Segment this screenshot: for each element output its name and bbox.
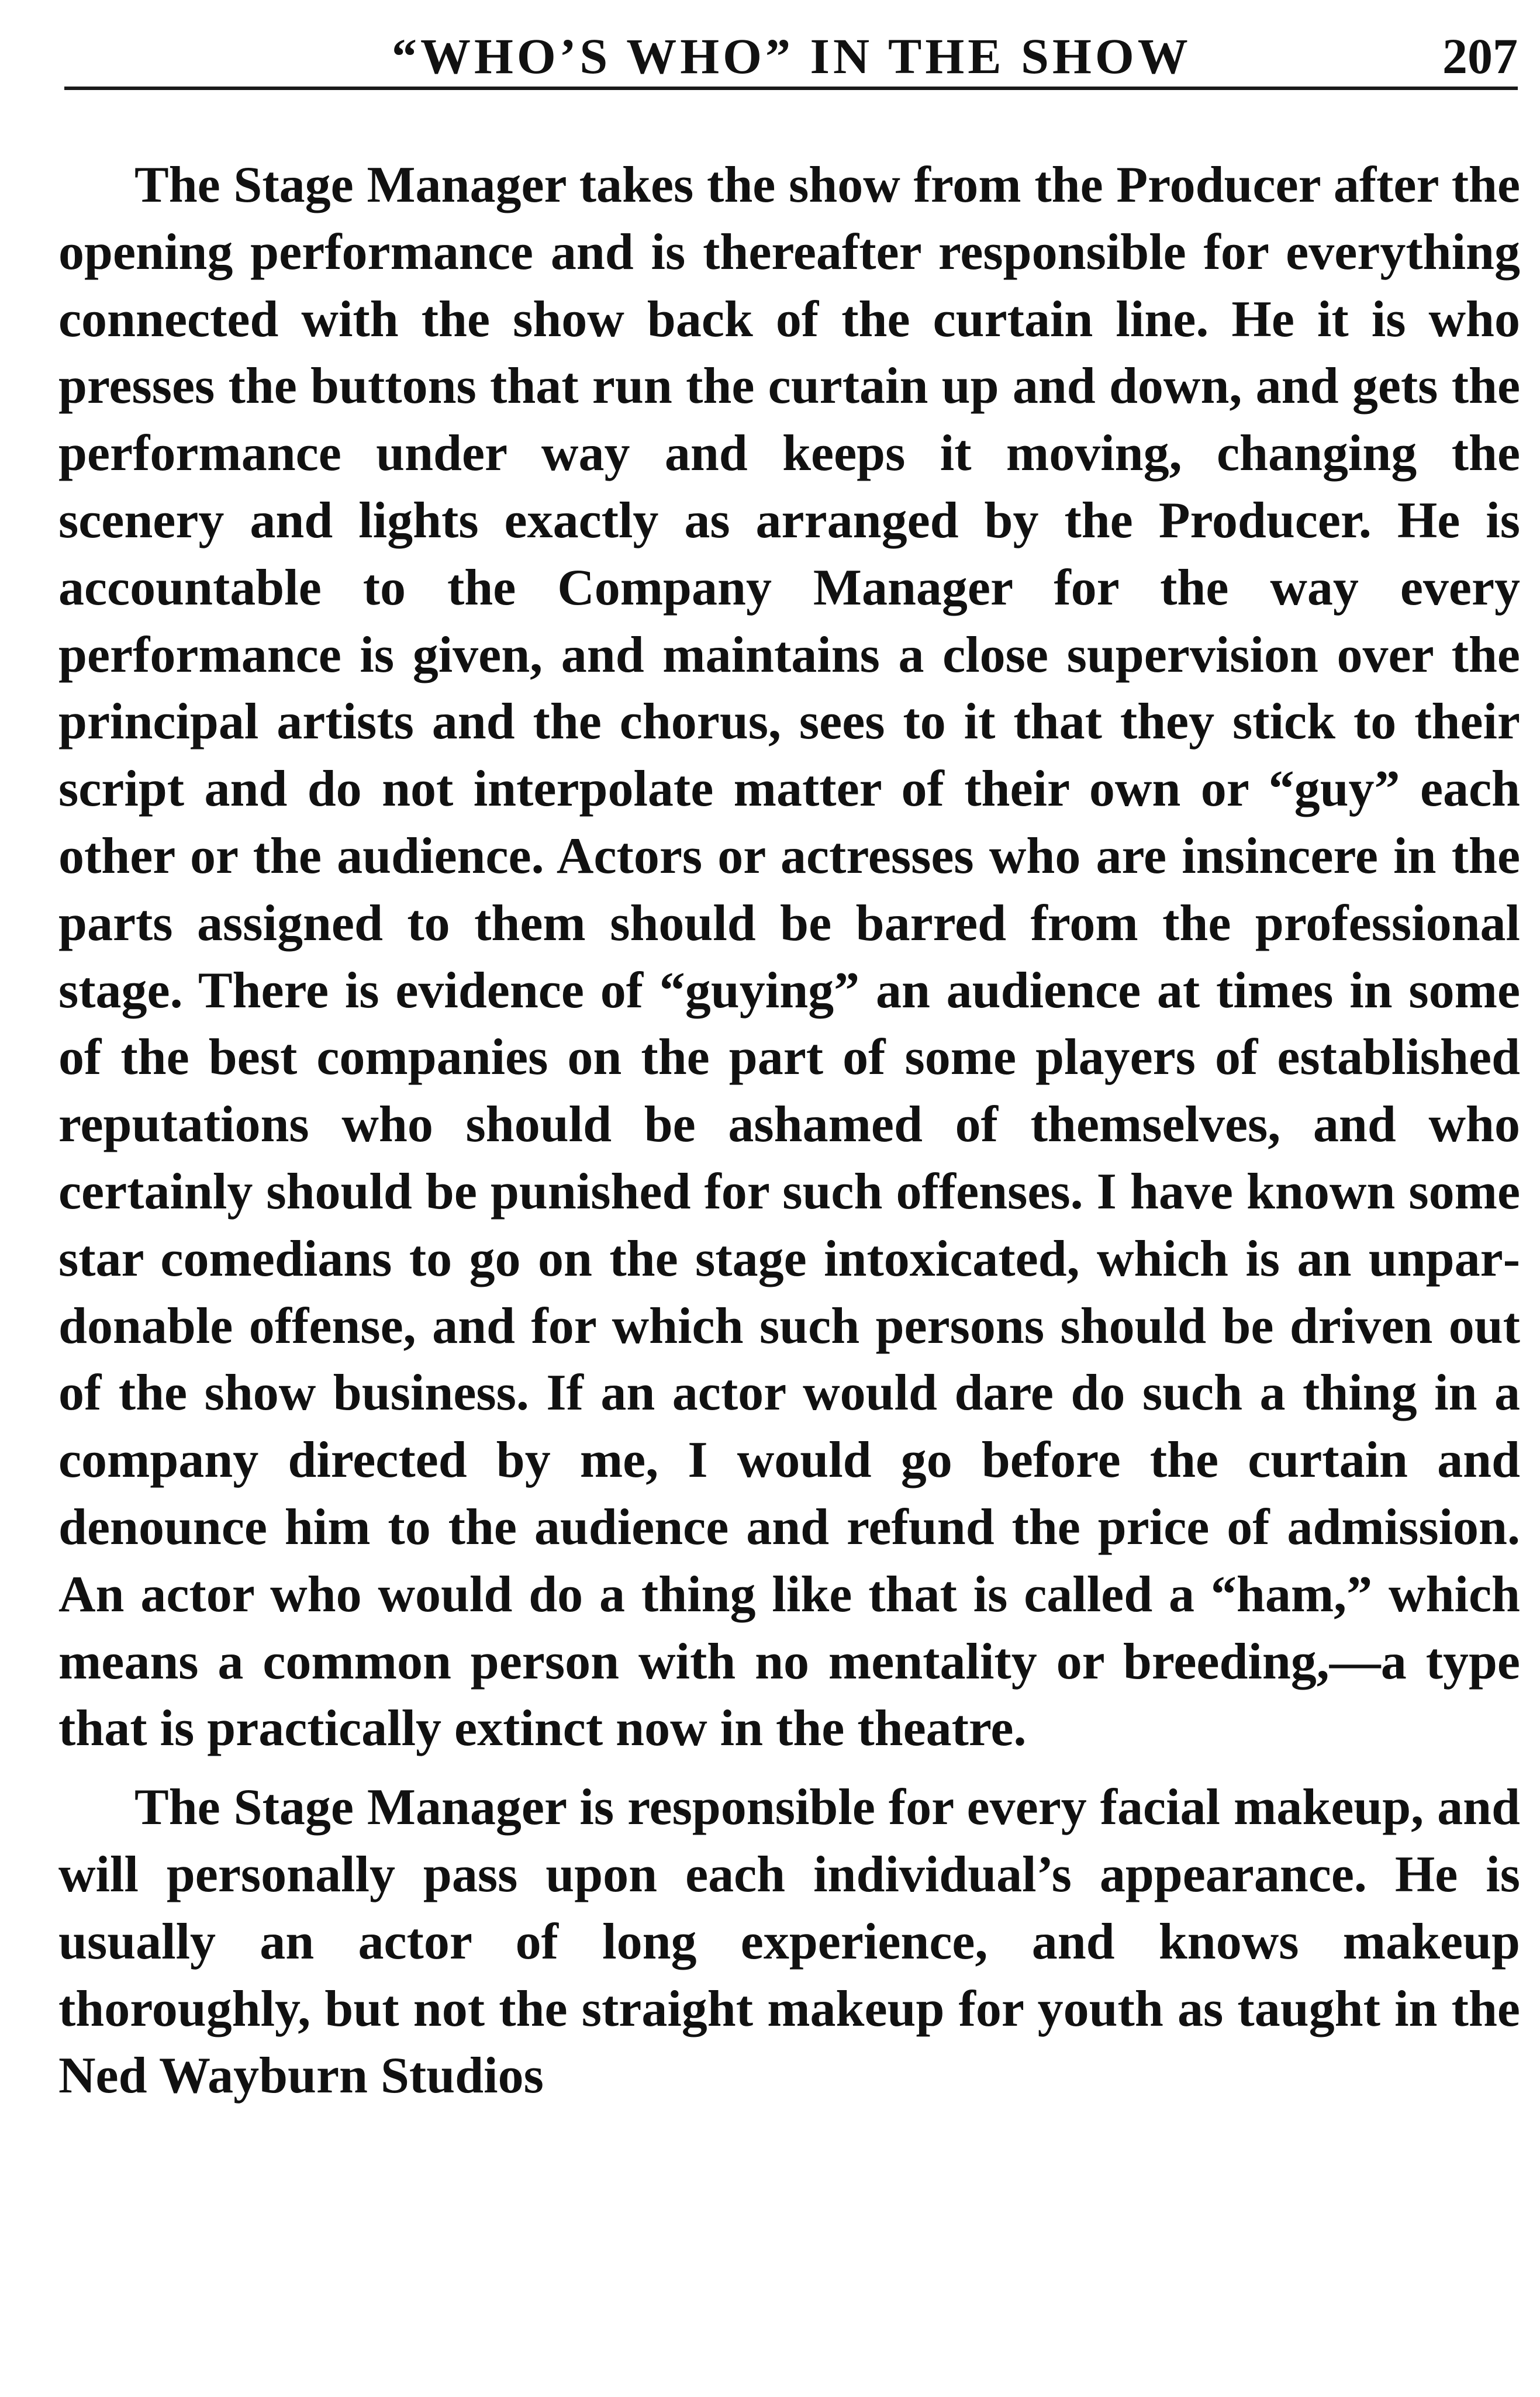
body-text (58, 152, 1520, 2110)
paragraph: The Stage Manager is responsible for every facial makeup, and will personally pass upon each individual’s appearance. He is usually an actor of long experience, and knows makeup thoroughly, but not the straight makeup for youth as taught in the Ned Wayburn Studios (58, 1779, 1520, 2105)
page-header (64, 22, 1518, 90)
running-head: “WHO’S WHO” IN THE SHOW (392, 28, 1192, 84)
page-number: 207 (1442, 28, 1518, 84)
paragraph: The Stage Manager takes the show from the Producer after the opening performance and is thereafter responsible for everything connected with the show back of the curtain line. He it is who presses the buttons that run the curtain up and down, and gets the performance under way and keeps it moving, changing the scenery and lights exactly as arranged by the Producer. He is accountable to the Company Manager for the way every performance is given, and maintains a close supervision over the principal artists and the chorus, sees to it that they stick to their script and do not interpolate matter of their own or “guy” each other or the audience. Actors or actresses who are insincere in the parts assigned to them should be barred from the professional stage. There is evidence of “guying” an audience at times in some of the best companies on the part of some players of established reputations who should be ashamed of themselves, and who certainly should be punished for such offenses. I have known some star comedians to go on the stage intoxicated, which is an unpardonable offense, and for which such persons should be driven out of the show business. If an actor would dare do such a thing in a company directed by me, I would go before the curtain and denounce him to the audience and refund the price of admission. An actor who would do a thing like that is called a “ham,” which means a common person with no mentality or breeding,—a type that is practically extinct now in the theatre. (58, 157, 1520, 1757)
